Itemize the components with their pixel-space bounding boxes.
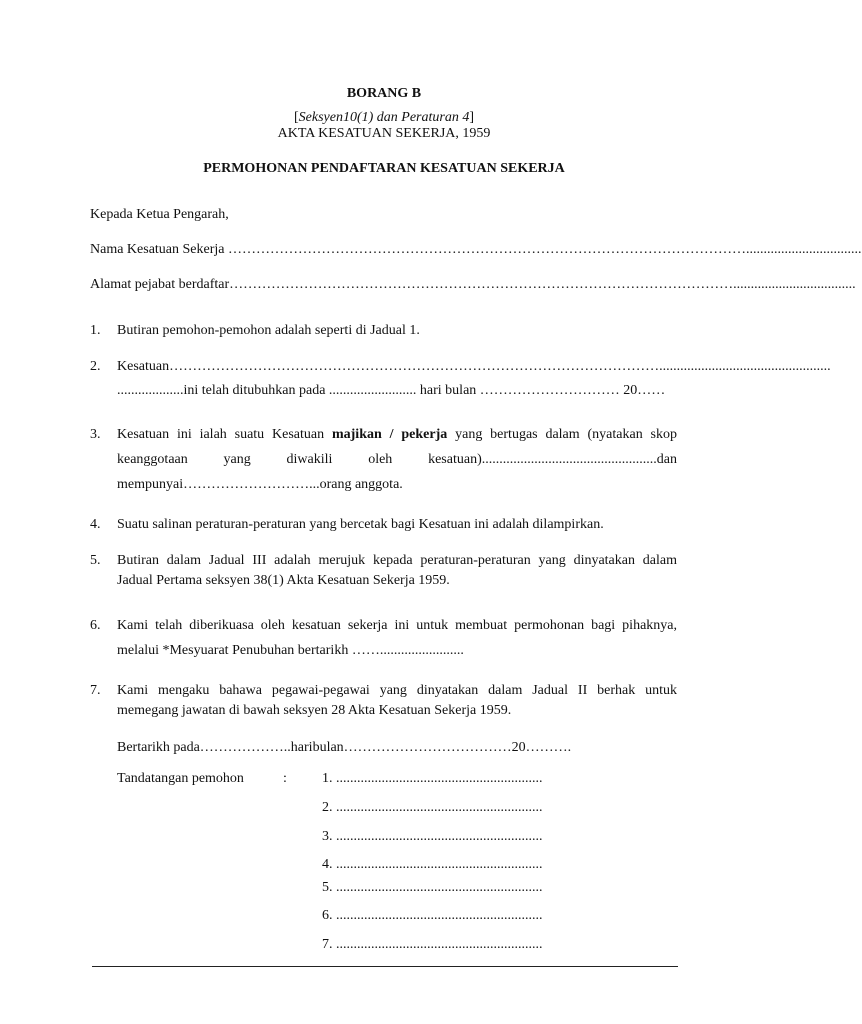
form-title: BORANG B <box>346 86 422 101</box>
signature-line-5: 5. ........................................................... <box>322 880 543 895</box>
item-3-line-3: mempunyai………………………...orang anggota. <box>117 477 403 492</box>
office-address-field: Alamat pejabat berdaftar………………………………………………………………………………………………................................... <box>90 277 856 292</box>
signature-line-6: 6. ........................................................... <box>322 908 543 923</box>
signature-line-1: 1. ........................................................... <box>322 771 543 786</box>
item-7-line-2: memegang jawatan di bawah seksyen 28 Akta Kesatuan Sekerja 1959. <box>117 703 512 718</box>
item-3-line-2 <box>117 452 677 468</box>
item-5-line-2: Jadual Pertama seksyen 38(1) Akta Kesatuan Sekerja 1959. <box>117 573 450 588</box>
item-3-word-2: yang <box>223 452 251 467</box>
item-5-line-1: Butiran dalam Jadual III adalah merujuk kepada peraturan-peraturan yang dinyatakan dalam <box>117 553 677 568</box>
item-3-word-5: kesatuan)..................................................dan <box>428 452 677 467</box>
item-7-line-1: Kami mengaku bahawa pegawai-pegawai yang dinyatakan dalam Jadual II berhak untuk <box>117 683 677 698</box>
item-3-line-1 <box>117 427 677 443</box>
item-1-text: Butiran pemohon-pemohon adalah seperti di Jadual 1. <box>117 323 420 338</box>
item-3-line-1-post: yang bertugas dalam (nyatakan skop <box>455 427 678 442</box>
section-bracket-close: ] <box>469 110 475 125</box>
item-7-number: 7. <box>90 683 101 698</box>
item-3-word-1: keanggotaan <box>117 452 188 467</box>
signature-line-4: 4. ........................................................... <box>322 857 543 872</box>
signature-colon: : <box>283 771 287 786</box>
item-3-employer-worker: majikan / pekerja <box>331 427 448 442</box>
dated-line: Bertarikh pada………………..haribulan………………………………20………. <box>117 740 572 755</box>
item-2-line-2: ...................ini telah ditubuhkan pada ......................... hari bulan ………………………… 20…… <box>117 383 666 398</box>
signature-line-2: 2. ........................................................... <box>322 800 543 815</box>
act-name: AKTA KESATUAN SEKERJA, 1959 <box>277 126 491 141</box>
item-6-number: 6. <box>90 618 101 633</box>
item-5-number: 5. <box>90 553 101 568</box>
section-reference <box>0 110 768 126</box>
item-3-line-1-pre: Kesatuan ini ialah suatu Kesatuan <box>117 427 325 442</box>
application-title: PERMOHONAN PENDAFTARAN KESATUAN SEKERJA <box>203 161 565 176</box>
section-reference-text: Seksyen10(1) dan Peraturan 4 <box>298 110 470 125</box>
item-3-number: 3. <box>90 427 101 442</box>
item-2-line-1: Kesatuan……………………………………………………………………………………………................................................. <box>117 359 831 374</box>
signature-line-7: 7. ........................................................... <box>322 937 543 952</box>
signature-line-3: 3. ........................................................... <box>322 829 543 844</box>
item-4-text: Suatu salinan peraturan-peraturan yang bercetak bagi Kesatuan ini adalah dilampirkan. <box>117 517 604 532</box>
item-1-number: 1. <box>90 323 101 338</box>
item-6-line-1: Kami telah diberikuasa oleh kesatuan sekerja ini untuk membuat permohonan bagi pihaknya, <box>117 618 677 633</box>
item-4-number: 4. <box>90 517 101 532</box>
item-6-line-2: melalui *Mesyuarat Penubuhan bertarikh ……........................ <box>117 643 464 658</box>
item-2-number: 2. <box>90 359 101 374</box>
item-3-word-4: oleh <box>368 452 393 467</box>
addressee: Kepada Ketua Pengarah, <box>90 207 229 222</box>
section-bracket-open: [ <box>293 110 299 125</box>
footer-rule <box>92 966 678 967</box>
signature-label: Tandatangan pemohon <box>117 771 244 786</box>
union-name-field: Nama Kesatuan Sekerja …………………………………………………………………………………………………................................. <box>90 242 862 257</box>
item-3-word-3: diwakili <box>286 452 333 467</box>
